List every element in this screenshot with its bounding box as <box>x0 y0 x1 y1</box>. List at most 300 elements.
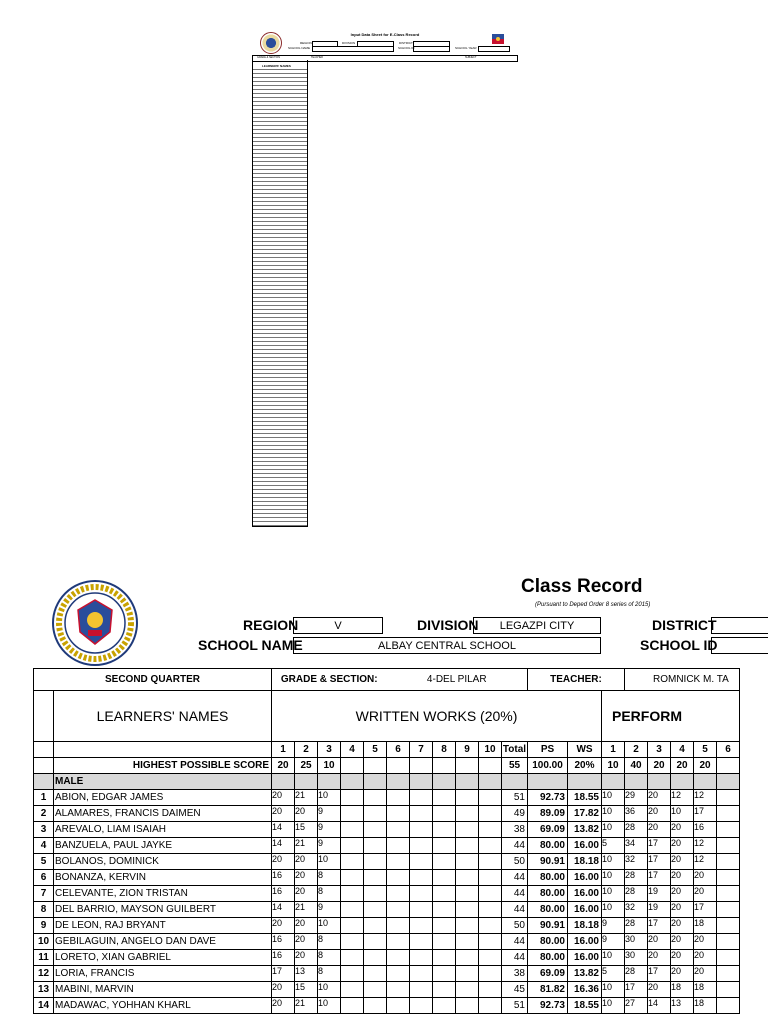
pt-score-cell[interactable]: 20 <box>648 950 671 966</box>
ww-score-cell[interactable]: 9 <box>318 822 341 838</box>
pt-score-cell[interactable]: 17 <box>694 806 717 822</box>
pt-score-cell[interactable]: 18 <box>694 998 717 1014</box>
pt-score-cell[interactable]: 28 <box>625 822 648 838</box>
pt-score-cell[interactable]: 20 <box>694 886 717 902</box>
ww-score-cell[interactable]: 16 <box>272 870 295 886</box>
ww-score-cell[interactable] <box>410 982 433 998</box>
hps-pt-cell[interactable]: 10 <box>602 758 625 774</box>
ww-score-cell[interactable] <box>433 838 456 854</box>
pt-score-cell[interactable]: 10 <box>602 998 625 1014</box>
pt-score-cell[interactable]: 20 <box>648 822 671 838</box>
ww-score-cell[interactable] <box>433 998 456 1014</box>
ww-score-cell[interactable] <box>387 806 410 822</box>
ww-score-cell[interactable] <box>456 790 479 806</box>
division-label: DIVISION <box>417 617 479 633</box>
ww-score-cell[interactable]: 10 <box>318 918 341 934</box>
ww-score-cell[interactable]: 20 <box>295 918 318 934</box>
ww-score-cell[interactable] <box>433 982 456 998</box>
pt-score-cell[interactable]: 20 <box>671 918 694 934</box>
ww-score-cell[interactable] <box>456 918 479 934</box>
ww-score-cell[interactable] <box>364 822 387 838</box>
ww-score-cell[interactable] <box>364 966 387 982</box>
grade-section-value[interactable]: 4-DEL PILAR <box>387 669 528 691</box>
ww-score-cell[interactable] <box>410 918 433 934</box>
pt-col-header: 4 <box>671 742 694 758</box>
ww-score-cell[interactable]: 21 <box>295 838 318 854</box>
pt-score-cell[interactable] <box>717 822 740 838</box>
ww-score-cell[interactable] <box>479 966 502 982</box>
ww-score-cell[interactable] <box>479 870 502 886</box>
ww-score-cell[interactable] <box>387 950 410 966</box>
ww-score-cell[interactable] <box>479 822 502 838</box>
pt-score-cell[interactable]: 28 <box>625 918 648 934</box>
pt-score-cell[interactable]: 10 <box>671 806 694 822</box>
ww-score-cell[interactable] <box>479 838 502 854</box>
region-field[interactable]: V <box>293 617 383 634</box>
ww-score-cell[interactable] <box>387 998 410 1014</box>
ww-score-cell[interactable] <box>456 838 479 854</box>
school-name-label: SCHOOL NAME <box>198 637 303 653</box>
ww-score-cell[interactable] <box>364 854 387 870</box>
ww-score-cell[interactable] <box>433 934 456 950</box>
pt-score-cell[interactable]: 27 <box>625 998 648 1014</box>
ww-score-cell[interactable] <box>479 918 502 934</box>
pt-score-cell[interactable]: 20 <box>648 934 671 950</box>
ww-score-cell[interactable]: 15 <box>295 822 318 838</box>
pt-score-cell[interactable] <box>717 870 740 886</box>
ww-score-cell[interactable] <box>341 950 364 966</box>
ww-score-cell[interactable]: 14 <box>272 902 295 918</box>
row-number: 7 <box>34 886 54 902</box>
ww-score-cell[interactable] <box>456 998 479 1014</box>
ww-score-cell[interactable] <box>364 870 387 886</box>
ww-score-cell[interactable]: 9 <box>318 806 341 822</box>
ww-ws-cell: 13.82 <box>568 822 602 838</box>
ww-score-cell[interactable] <box>341 822 364 838</box>
ww-score-cell[interactable]: 16 <box>272 934 295 950</box>
ww-score-cell[interactable]: 10 <box>318 790 341 806</box>
ww-score-cell[interactable] <box>364 806 387 822</box>
learner-name: DEL BARRIO, MAYSON GUILBERT <box>54 902 272 918</box>
hps-ww-cell[interactable] <box>410 758 433 774</box>
ww-score-cell[interactable]: 15 <box>295 982 318 998</box>
pt-score-cell[interactable]: 10 <box>602 902 625 918</box>
pt-score-cell[interactable]: 18 <box>694 982 717 998</box>
ww-score-cell[interactable] <box>387 902 410 918</box>
pt-score-cell[interactable]: 17 <box>648 854 671 870</box>
ww-col-header: 4 <box>341 742 364 758</box>
pt-score-cell[interactable]: 20 <box>694 934 717 950</box>
pt-score-cell[interactable]: 18 <box>694 918 717 934</box>
ww-score-cell[interactable] <box>341 934 364 950</box>
pt-score-cell[interactable]: 12 <box>694 790 717 806</box>
ww-score-cell[interactable] <box>456 934 479 950</box>
ww-score-cell[interactable] <box>341 886 364 902</box>
pt-score-cell[interactable]: 10 <box>602 806 625 822</box>
pt-score-cell[interactable]: 9 <box>602 918 625 934</box>
district-field[interactable] <box>711 617 768 634</box>
ww-score-cell[interactable] <box>433 806 456 822</box>
ww-score-cell[interactable]: 20 <box>295 854 318 870</box>
ww-score-cell[interactable]: 20 <box>295 886 318 902</box>
ww-score-cell[interactable] <box>456 822 479 838</box>
pt-score-cell[interactable] <box>717 950 740 966</box>
ww-col-header: 9 <box>456 742 479 758</box>
ww-score-cell[interactable]: 17 <box>272 966 295 982</box>
row-number: 12 <box>34 966 54 982</box>
pt-score-cell[interactable]: 10 <box>602 822 625 838</box>
ww-score-cell[interactable]: 20 <box>272 998 295 1014</box>
row-number: 5 <box>34 854 54 870</box>
ww-col-header: Total <box>502 742 528 758</box>
row-number: 11 <box>34 950 54 966</box>
pt-score-cell[interactable]: 34 <box>625 838 648 854</box>
pt-score-cell[interactable] <box>717 790 740 806</box>
pt-score-cell[interactable] <box>717 998 740 1014</box>
pt-score-cell[interactable]: 20 <box>671 886 694 902</box>
ww-score-cell[interactable] <box>410 838 433 854</box>
ww-score-cell[interactable] <box>341 854 364 870</box>
ww-score-cell[interactable] <box>479 902 502 918</box>
ww-score-cell[interactable] <box>456 966 479 982</box>
deped-seal-small-icon <box>260 32 282 54</box>
ww-score-cell[interactable] <box>410 902 433 918</box>
ww-score-cell[interactable] <box>456 854 479 870</box>
ww-score-cell[interactable] <box>433 854 456 870</box>
ww-ps-cell: 92.73 <box>528 998 568 1014</box>
ww-score-cell[interactable]: 20 <box>272 918 295 934</box>
number-header-cell <box>34 691 54 742</box>
pt-score-cell[interactable]: 10 <box>602 790 625 806</box>
school-name-field[interactable]: ALBAY CENTRAL SCHOOL <box>293 637 601 654</box>
ww-score-cell[interactable] <box>479 982 502 998</box>
school-id-field[interactable] <box>711 637 768 654</box>
pt-score-cell[interactable] <box>717 918 740 934</box>
ww-score-cell[interactable]: 9 <box>318 902 341 918</box>
district-label: DISTRICT <box>652 617 717 633</box>
table-row <box>34 806 740 822</box>
learner-name: ALAMARES, FRANCIS DAIMEN <box>54 806 272 822</box>
ww-score-cell[interactable] <box>387 870 410 886</box>
pt-score-cell[interactable]: 17 <box>648 870 671 886</box>
blank-cell <box>34 774 54 790</box>
ww-score-cell[interactable]: 21 <box>295 998 318 1014</box>
ww-score-cell[interactable]: 21 <box>295 790 318 806</box>
ww-score-cell[interactable] <box>410 806 433 822</box>
ww-score-cell[interactable] <box>456 902 479 918</box>
table-row <box>34 854 740 870</box>
ww-score-cell[interactable] <box>341 806 364 822</box>
hps-ww-cell[interactable] <box>364 758 387 774</box>
hps-pt-cell[interactable]: 20 <box>671 758 694 774</box>
pt-score-cell[interactable]: 28 <box>625 966 648 982</box>
learners-names-header: LEARNERS' NAMES <box>54 691 272 742</box>
ww-score-cell[interactable] <box>410 822 433 838</box>
ww-score-cell[interactable]: 13 <box>295 966 318 982</box>
ww-score-cell[interactable] <box>433 902 456 918</box>
ww-score-cell[interactable] <box>456 870 479 886</box>
learner-name: AREVALO, LIAM ISAIAH <box>54 822 272 838</box>
pt-col-header: 5 <box>694 742 717 758</box>
pt-score-cell[interactable]: 32 <box>625 902 648 918</box>
ww-score-cell[interactable]: 20 <box>272 854 295 870</box>
pt-score-cell[interactable]: 5 <box>602 838 625 854</box>
ww-score-cell[interactable] <box>479 934 502 950</box>
learner-name: MABINI, MARVIN <box>54 982 272 998</box>
hps-ww-cell[interactable]: 20% <box>568 758 602 774</box>
pt-score-cell[interactable] <box>717 854 740 870</box>
hps-ww-cell[interactable] <box>479 758 502 774</box>
pt-score-cell[interactable]: 20 <box>671 934 694 950</box>
pt-score-cell[interactable] <box>717 902 740 918</box>
ww-score-cell[interactable]: 16 <box>272 886 295 902</box>
hps-ww-cell[interactable] <box>341 758 364 774</box>
ww-score-cell[interactable] <box>387 838 410 854</box>
ww-score-cell[interactable] <box>387 918 410 934</box>
pt-score-cell[interactable] <box>717 806 740 822</box>
ww-score-cell[interactable] <box>479 790 502 806</box>
pt-score-cell[interactable]: 12 <box>694 838 717 854</box>
ww-score-cell[interactable] <box>364 838 387 854</box>
ww-score-cell[interactable]: 8 <box>318 950 341 966</box>
ww-score-cell[interactable] <box>387 934 410 950</box>
hps-pt-cell[interactable]: 20 <box>694 758 717 774</box>
ww-score-cell[interactable] <box>364 918 387 934</box>
ww-score-cell[interactable] <box>410 934 433 950</box>
ww-score-cell[interactable]: 14 <box>272 838 295 854</box>
pt-score-cell[interactable]: 36 <box>625 806 648 822</box>
ww-score-cell[interactable] <box>479 998 502 1014</box>
ww-ws-cell: 16.00 <box>568 950 602 966</box>
thumbnail-school-year-box <box>478 46 510 52</box>
ww-score-cell[interactable]: 8 <box>318 870 341 886</box>
division-field[interactable]: LEGAZPI CITY <box>473 617 601 634</box>
ww-score-cell[interactable] <box>387 822 410 838</box>
pt-score-cell[interactable]: 12 <box>694 854 717 870</box>
ww-score-cell[interactable]: 10 <box>318 854 341 870</box>
pt-score-cell[interactable]: 19 <box>648 886 671 902</box>
ww-score-cell[interactable] <box>410 870 433 886</box>
pt-score-cell[interactable]: 30 <box>625 950 648 966</box>
ww-score-cell[interactable] <box>433 822 456 838</box>
pt-score-cell[interactable]: 20 <box>671 950 694 966</box>
ww-score-cell[interactable]: 8 <box>318 886 341 902</box>
pt-score-cell[interactable]: 10 <box>602 982 625 998</box>
ww-score-cell[interactable] <box>364 790 387 806</box>
pt-score-cell[interactable]: 20 <box>694 870 717 886</box>
quarter-label: SECOND QUARTER <box>34 669 272 691</box>
ww-score-cell[interactable]: 10 <box>318 982 341 998</box>
ww-score-cell[interactable]: 16 <box>272 950 295 966</box>
ww-score-cell[interactable] <box>341 918 364 934</box>
pt-col-header: 6 <box>717 742 740 758</box>
ww-score-cell[interactable] <box>364 886 387 902</box>
pt-score-cell[interactable]: 20 <box>671 838 694 854</box>
ww-score-cell[interactable]: 8 <box>318 966 341 982</box>
ww-ws-cell: 16.00 <box>568 838 602 854</box>
hps-ww-cell[interactable] <box>387 758 410 774</box>
ww-ps-cell: 80.00 <box>528 934 568 950</box>
ww-col-header: 7 <box>410 742 433 758</box>
pt-score-cell[interactable]: 18 <box>671 982 694 998</box>
ww-score-cell[interactable] <box>479 806 502 822</box>
ww-score-cell[interactable]: 14 <box>272 822 295 838</box>
ww-score-cell[interactable] <box>387 790 410 806</box>
ww-score-cell[interactable] <box>341 966 364 982</box>
ww-score-cell[interactable] <box>364 982 387 998</box>
ww-score-cell[interactable] <box>364 902 387 918</box>
ww-score-cell[interactable] <box>341 870 364 886</box>
ww-score-cell[interactable]: 9 <box>318 838 341 854</box>
class-record-table <box>33 668 740 1014</box>
pt-score-cell[interactable]: 32 <box>625 854 648 870</box>
pt-score-cell[interactable]: 20 <box>671 966 694 982</box>
ww-score-cell[interactable] <box>364 950 387 966</box>
teacher-value[interactable]: ROMNICK M. TA <box>625 669 740 691</box>
pt-score-cell[interactable]: 17 <box>625 982 648 998</box>
table-row <box>34 886 740 902</box>
row-number: 13 <box>34 982 54 998</box>
ww-score-cell[interactable] <box>364 998 387 1014</box>
grade-section-label: GRADE & SECTION: <box>272 669 387 691</box>
pt-score-cell[interactable]: 14 <box>648 998 671 1014</box>
ww-ps-cell: 80.00 <box>528 838 568 854</box>
hps-ww-cell[interactable] <box>433 758 456 774</box>
ww-score-cell[interactable] <box>410 790 433 806</box>
ww-score-cell[interactable] <box>341 838 364 854</box>
ww-score-cell[interactable] <box>410 950 433 966</box>
pt-score-cell[interactable]: 17 <box>648 918 671 934</box>
pt-score-cell[interactable]: 10 <box>602 854 625 870</box>
pt-score-cell[interactable] <box>717 886 740 902</box>
pt-score-cell[interactable]: 19 <box>648 902 671 918</box>
pt-score-cell[interactable]: 30 <box>625 934 648 950</box>
pt-score-cell[interactable]: 20 <box>648 806 671 822</box>
ww-score-cell[interactable] <box>410 854 433 870</box>
hps-ww-cell[interactable]: 55 <box>502 758 528 774</box>
pt-score-cell[interactable] <box>717 966 740 982</box>
ww-score-cell[interactable] <box>433 886 456 902</box>
ww-score-cell[interactable] <box>433 966 456 982</box>
column-number-row <box>34 742 740 758</box>
pt-score-cell[interactable]: 12 <box>671 790 694 806</box>
pt-score-cell[interactable]: 13 <box>671 998 694 1014</box>
blank-cell <box>34 742 54 758</box>
thumbnail-title: Input Data Sheet for E-Class Record <box>350 32 420 37</box>
ww-score-cell[interactable] <box>479 854 502 870</box>
pt-score-cell[interactable]: 10 <box>602 886 625 902</box>
ww-score-cell[interactable]: 20 <box>295 870 318 886</box>
ww-score-cell[interactable] <box>433 790 456 806</box>
ww-score-cell[interactable]: 20 <box>272 790 295 806</box>
pt-score-cell[interactable]: 20 <box>694 950 717 966</box>
table-row <box>34 918 740 934</box>
pt-score-cell[interactable]: 20 <box>671 902 694 918</box>
pt-score-cell[interactable]: 20 <box>671 854 694 870</box>
ww-score-cell[interactable] <box>456 806 479 822</box>
hps-ww-cell[interactable]: 10 <box>318 758 341 774</box>
ww-score-cell[interactable]: 8 <box>318 934 341 950</box>
hps-ww-cell[interactable]: 25 <box>295 758 318 774</box>
ww-score-cell[interactable]: 20 <box>295 806 318 822</box>
hps-pt-cell[interactable]: 20 <box>648 758 671 774</box>
learner-name: BONANZA, KERVIN <box>54 870 272 886</box>
ww-score-cell[interactable]: 10 <box>318 998 341 1014</box>
pt-score-cell[interactable]: 20 <box>648 982 671 998</box>
ww-score-cell[interactable] <box>341 982 364 998</box>
hps-ww-cell[interactable] <box>456 758 479 774</box>
ww-score-cell[interactable] <box>410 998 433 1014</box>
ww-score-cell[interactable] <box>479 950 502 966</box>
pt-score-cell[interactable] <box>717 934 740 950</box>
pt-score-cell[interactable]: 20 <box>671 822 694 838</box>
ww-score-cell[interactable] <box>341 902 364 918</box>
written-works-header: WRITTEN WORKS (20%) <box>272 691 602 742</box>
ww-score-cell[interactable] <box>456 950 479 966</box>
pt-score-cell[interactable]: 10 <box>602 950 625 966</box>
ww-score-cell[interactable] <box>341 790 364 806</box>
ww-score-cell[interactable] <box>387 982 410 998</box>
pt-score-cell[interactable]: 10 <box>602 870 625 886</box>
ww-score-cell[interactable]: 20 <box>295 950 318 966</box>
ww-score-cell[interactable] <box>433 950 456 966</box>
pt-score-cell[interactable]: 20 <box>648 790 671 806</box>
pt-score-cell[interactable]: 16 <box>694 822 717 838</box>
ww-score-cell[interactable] <box>433 918 456 934</box>
pt-score-cell[interactable] <box>717 838 740 854</box>
ww-score-cell[interactable] <box>410 886 433 902</box>
ww-total-cell: 38 <box>502 966 528 982</box>
pt-score-cell[interactable]: 17 <box>648 966 671 982</box>
hps-pt-cell[interactable] <box>717 758 740 774</box>
ww-score-cell[interactable] <box>341 998 364 1014</box>
pt-score-cell[interactable]: 17 <box>694 902 717 918</box>
ww-col-header: 3 <box>318 742 341 758</box>
ww-score-cell[interactable] <box>364 934 387 950</box>
hps-pt-cell[interactable]: 40 <box>625 758 648 774</box>
pt-score-cell[interactable]: 28 <box>625 886 648 902</box>
row-number: 10 <box>34 934 54 950</box>
learner-name: ABION, EDGAR JAMES <box>54 790 272 806</box>
ww-col-header: 8 <box>433 742 456 758</box>
ww-score-cell[interactable] <box>456 886 479 902</box>
ww-score-cell[interactable] <box>456 982 479 998</box>
pt-score-cell[interactable]: 28 <box>625 870 648 886</box>
hps-ww-cell[interactable]: 100.00 <box>528 758 568 774</box>
school-id-label: SCHOOL ID <box>640 637 718 653</box>
pt-score-cell[interactable] <box>717 982 740 998</box>
ww-score-cell[interactable] <box>387 886 410 902</box>
ww-score-cell[interactable] <box>479 886 502 902</box>
ww-score-cell[interactable] <box>387 966 410 982</box>
ww-score-cell[interactable]: 20 <box>272 982 295 998</box>
pt-score-cell[interactable]: 17 <box>648 838 671 854</box>
pt-score-cell[interactable]: 20 <box>671 870 694 886</box>
ww-score-cell[interactable]: 21 <box>295 902 318 918</box>
pt-score-cell[interactable]: 9 <box>602 934 625 950</box>
ww-score-cell[interactable] <box>387 854 410 870</box>
pt-score-cell[interactable]: 29 <box>625 790 648 806</box>
ww-score-cell[interactable] <box>410 966 433 982</box>
pt-score-cell[interactable]: 5 <box>602 966 625 982</box>
hps-ww-cell[interactable]: 20 <box>272 758 295 774</box>
pt-score-cell[interactable]: 20 <box>694 966 717 982</box>
ww-ps-cell: 90.91 <box>528 854 568 870</box>
ww-score-cell[interactable] <box>433 870 456 886</box>
ww-score-cell[interactable]: 20 <box>295 934 318 950</box>
thumbnail-line <box>253 522 307 526</box>
ww-score-cell[interactable]: 20 <box>272 806 295 822</box>
